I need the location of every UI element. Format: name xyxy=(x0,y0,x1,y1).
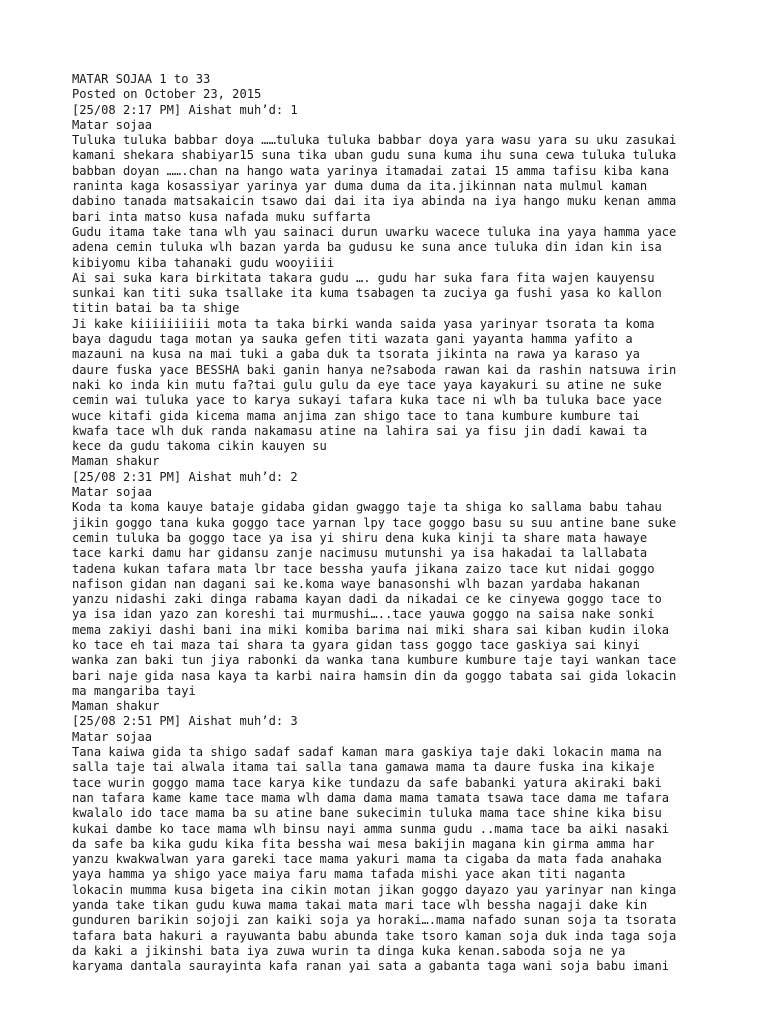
text-line: wanka zan baki tun jiya rabonki da wanka tana kumbure kumbure taje tayi wankan tace xyxy=(72,653,677,668)
text-line: baya dagudu taga motan ya sauka gefen titi wazata gani yayanta hamma yafito a xyxy=(72,332,633,347)
text-line: tace karki damu har gidansu zanje nacimusu mutunshi ya isa hakadai ta lallabata xyxy=(72,546,648,561)
text-line: ma mangariba tayi xyxy=(72,683,196,698)
text-line: salla taje tai alwala itama tai salla tana gamawa mama ta daure fuska ina kikaje xyxy=(72,760,655,775)
text-line: bari naje gida nasa kaya ta karbi naira hamsin din da goggo tabata sai gida lokacin xyxy=(72,668,677,683)
text-line: tadena kukan tafara mata lbr tace bessha yaufa jikana zaizo tace kut nidai goggo xyxy=(72,561,655,576)
text-line: tafara bata hakuri a rayuwanta babu abunda take tsoro kaman soja duk inda taga soja xyxy=(72,928,677,943)
text-line: kukai dambe ko tace mama wlh binsu nayi amma sunma gudu ..mama tace ba aiki nasaki xyxy=(72,821,670,836)
text-line: kwafa tace wlh duk randa nakamasu atine na lahira sai ya fisu jin dadi kawai ta xyxy=(72,423,648,438)
text-line: kece da gudu takoma cikin kauyen su xyxy=(72,439,327,454)
text-line: kwalalo ido tace mama ba su atine bane sukecimin tuluka mama tace shine kika bisu xyxy=(72,806,662,821)
text-line: yanda take tikan gudu kuwa mama takai mata mari tace wlh bessha nagaji dake kin xyxy=(72,898,648,913)
text-line: kamani shekara shabiyar15 suna tika uban gudu suna kuma ihu suna cewa tuluka tuluka xyxy=(72,148,677,163)
document-page xyxy=(72,72,712,975)
text-line: mema zakiyi dashi bani ina miki komiba barima nai miki shara sai kiban kudin iloka xyxy=(72,622,670,637)
text-line: titin batai ba ta shige xyxy=(72,301,240,316)
text-line: ya isa idan yazo zan koreshi tai murmushi…..tace yauwa goggo na saisa nake sonki xyxy=(72,607,655,622)
text-line: Koda ta koma kauye bataje gidaba gidan gwaggo taje ta shiga ko sallama babu tahau xyxy=(72,500,662,515)
text-line: nan tafara kame kame tace mama wlh dama dama mama tamata tsawa tace dama me tafara xyxy=(72,790,670,805)
text-line: raninta kaga kosassiyar yarinya yar duma duma da ita.jikinnan nata mulmul kaman xyxy=(72,179,648,194)
text-line: cemin wai tuluka yace to karya sukayi tafara kuka tace ni wlh ba tuluka bace yace xyxy=(72,393,662,408)
text-line: Ji kake kiiiiiiiiii mota ta taka birki wanda saida yasa yarinyar tsorata ta koma xyxy=(72,316,655,331)
text-line: bari inta matso kusa nafada muku suffarta xyxy=(72,209,371,224)
text-line: mazauni na kusa na mai tuki a gaba duk ta tsorata jikinta na rawa ya karaso ya xyxy=(72,347,640,362)
text-line: [25/08 2:51 PM] Aishat muh’d: 3 xyxy=(72,714,298,729)
text-line: da kaki a jikinshi bata iya zuwa wurin ta dinga kuka kenan.saboda soja ne ya xyxy=(72,943,626,958)
text-line: da safe ba kika gudu kika fita bessha wai mesa bakijin magana kin girma amma har xyxy=(72,836,655,851)
text-line: cemin tuluka ba goggo tace ya isa yi shiru dena kuka kinji ta share mata hawaye xyxy=(72,530,648,545)
text-line: lokacin mumma kusa bigeta ina cikin motan jikan goggo dayazo yau yarinyar nan kinga xyxy=(72,882,677,897)
text-line: tace wurin goggo mama tace karya kike tundazu da safe babanki yatura akiraki baki xyxy=(72,775,662,790)
text-line: Maman shakur xyxy=(72,454,160,469)
text-line: nafison gidan nan dagani sai ke.koma waye banasonshi wlh bazan yardaba hakanan xyxy=(72,576,640,591)
text-line: [25/08 2:31 PM] Aishat muh’d: 2 xyxy=(72,469,298,484)
text-line: babban doyan …….chan na hango wata yarinya itamadai zatai 15 amma tafisu kiba kana xyxy=(72,163,670,178)
text-line: daure fuska yace BESSHA baki ganin hanya ne?saboda rawan kai da rashin natsuwa irin xyxy=(72,362,677,377)
text-line: Matar sojaa xyxy=(72,117,153,132)
text-line: ko tace eh tai maza tai shara ta gyara gidan tass goggo tace gaskiya sai kinyi xyxy=(72,637,640,652)
text-line: adena cemin tuluka wlh bazan yarda ba gudusu ke suna ance tuluka din idan kin isa xyxy=(72,240,662,255)
document-title: MATAR SOJAA 1 to 33 xyxy=(72,72,211,86)
text-line: Matar sojaa xyxy=(72,485,153,500)
document-body xyxy=(72,103,712,975)
text-line: Tuluka tuluka babbar doya ……tuluka tuluka babbar doya yara wasu yara su uku zasukai xyxy=(72,133,677,148)
text-line: jikin goggo tana kuka goggo tace yarnan lpy tace goggo basu su suu antine bane suke xyxy=(72,515,677,530)
text-line: yanzu nidashi zaki dinga rabama kayan dadi da nikadai ce ke cinyewa goggo tace to xyxy=(72,592,662,607)
text-line: wuce kitafi gida kicema mama anjima zan shigo tace to tana kumbure kumbure tai xyxy=(72,408,640,423)
text-line: Maman shakur xyxy=(72,699,160,714)
text-line: kibiyomu kiba tahanaki gudu wooyiiii xyxy=(72,255,335,270)
text-line: yanzu kwakwalwan yara gareki tace mama yakuri mama ta cigaba da mata fada anahaka xyxy=(72,852,662,867)
text-line: Gudu itama take tana wlh yau sainaci durun uwarku wacece tuluka ina yaya hamma yace xyxy=(72,224,677,239)
text-line: sunkai kan titi suka tsallake ita kuma tsabagen ta zuciya ga fushi yasa ko kallon xyxy=(72,286,662,301)
text-line: Ai sai suka kara birkitata takara gudu …. gudu har suka fara fita wajen kauyensu xyxy=(72,270,655,285)
text-line: Matar sojaa xyxy=(72,729,153,744)
text-line: yaya hamma ya shigo yace maiya faru mama tafada mishi yace akan titi naganta xyxy=(72,867,626,882)
text-line: dabino tanada matsakaicin tsawo dai dai ita iya abinda na iya hango muku kenan amma xyxy=(72,194,677,209)
text-line: Tana kaiwa gida ta shigo sadaf sadaf kaman mara gaskiya taje daki lokacin mama na xyxy=(72,745,662,760)
text-line: gunduren barikin sojoji zan kaiki soja ya horaki….mama nafado sunan soja ta tsorata xyxy=(72,913,677,928)
text-line: karyama dantala saurayinta kafa ranan yai sata a gabanta taga wani soja babu imani xyxy=(72,959,670,974)
text-line: [25/08 2:17 PM] Aishat muh’d: 1 xyxy=(72,102,298,117)
text-line: naki ko inda kin mutu fa?tai gulu gulu da eye tace yaya kayakuri su atine ne suke xyxy=(72,377,662,392)
post-date: Posted on October 23, 2015 xyxy=(72,87,262,102)
